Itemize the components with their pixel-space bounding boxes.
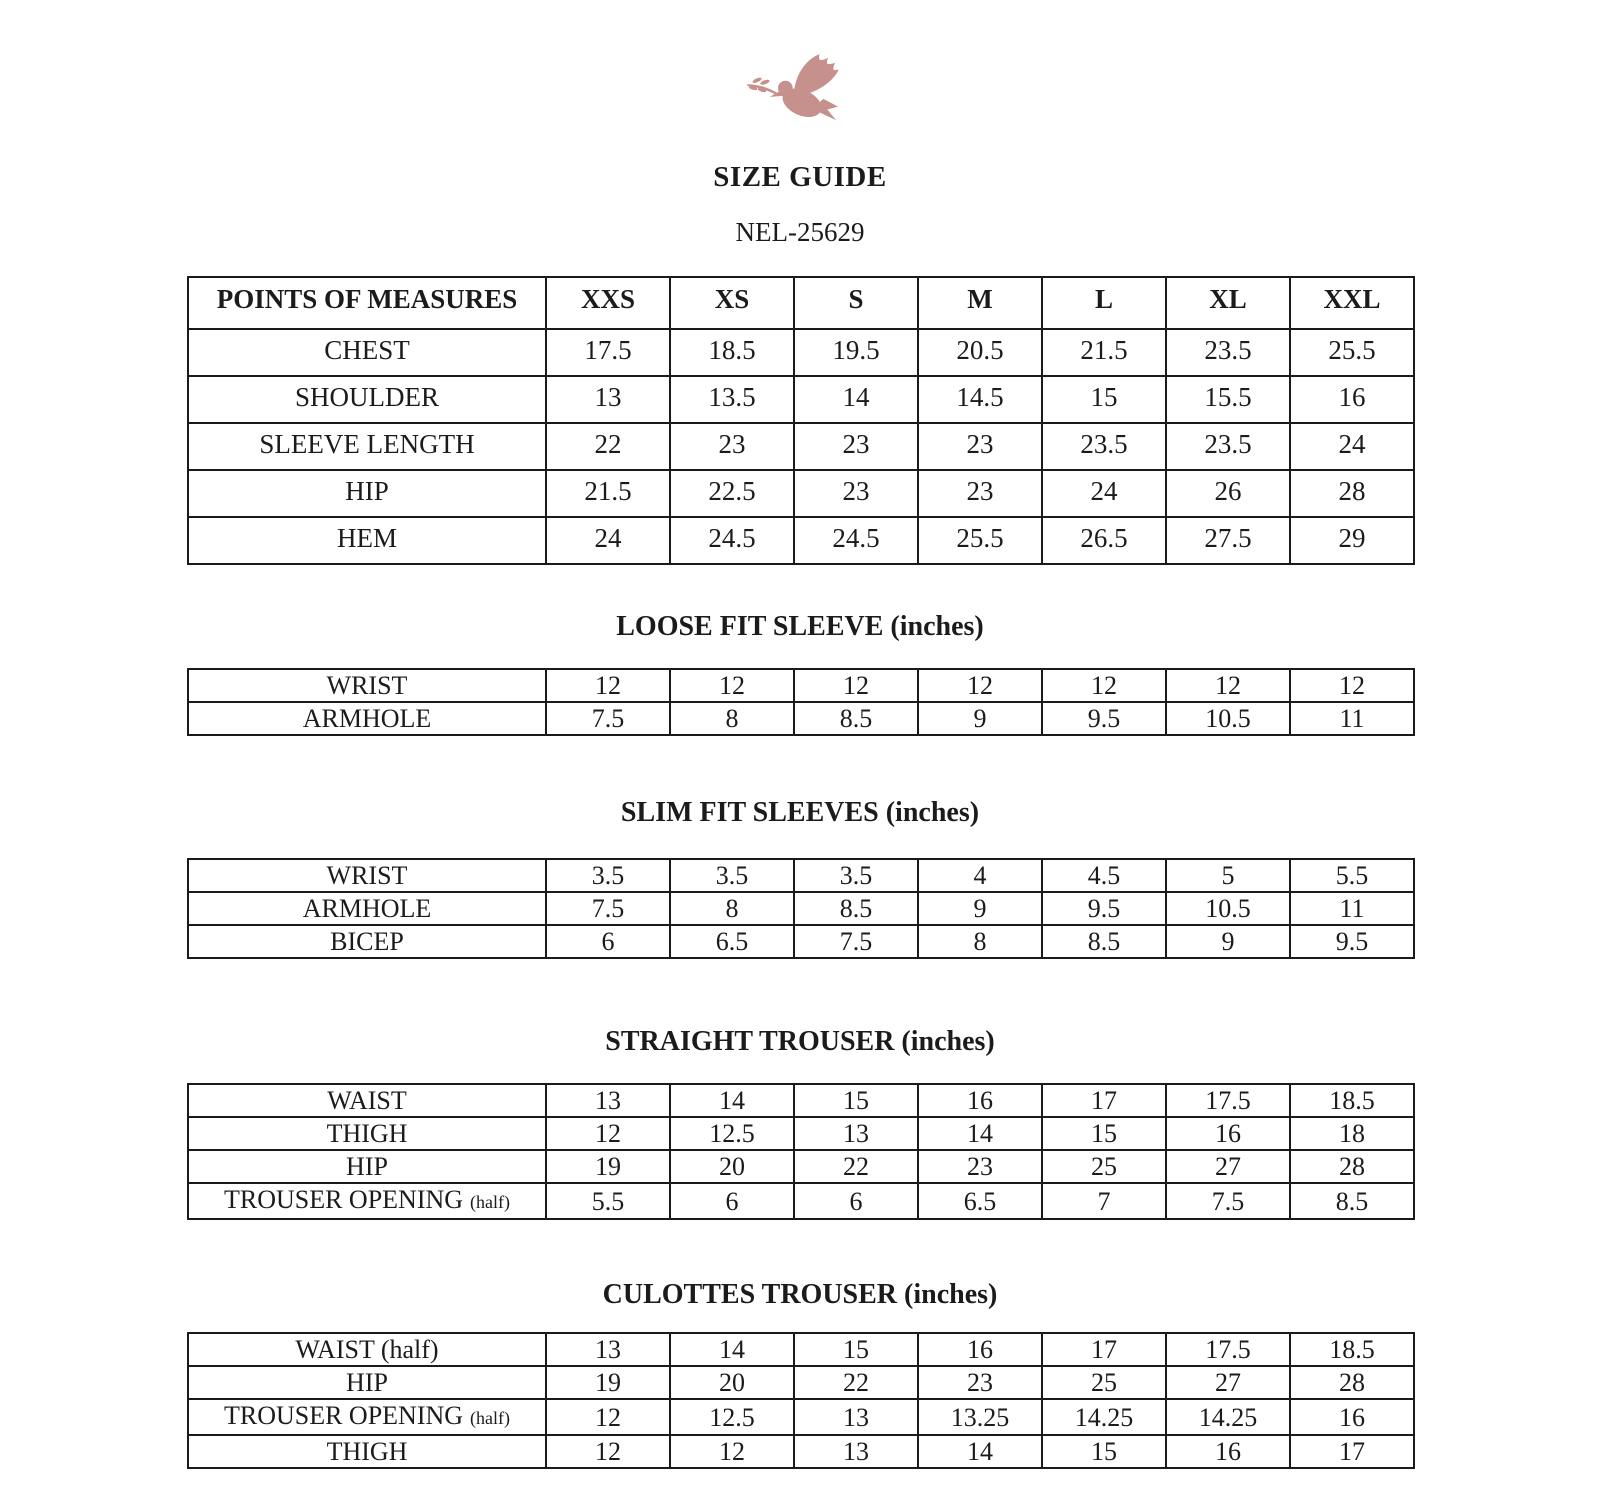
measure-cell: 18 xyxy=(1290,1117,1414,1150)
measure-cell: 24 xyxy=(546,517,670,564)
measure-cell: 9 xyxy=(918,892,1042,925)
measure-cell: 8 xyxy=(918,925,1042,958)
measure-cell: 5.5 xyxy=(546,1183,670,1219)
measure-cell: 25.5 xyxy=(1290,329,1414,376)
measure-cell: 8 xyxy=(670,892,794,925)
measure-cell: 21.5 xyxy=(546,470,670,517)
measure-cell: 3.5 xyxy=(794,859,918,892)
measure-cell: 10.5 xyxy=(1166,702,1290,735)
measure-cell: 8.5 xyxy=(794,892,918,925)
table-row xyxy=(188,1333,1414,1366)
size-col-header-s: S xyxy=(794,277,918,329)
measure-cell: 9.5 xyxy=(1042,702,1166,735)
measure-cell: 15 xyxy=(1042,376,1166,423)
culottes-trouser-table xyxy=(187,1332,1415,1469)
row-label-text: SLEEVE LENGTH xyxy=(259,429,475,459)
row-label-suffix: (half) xyxy=(470,1192,511,1212)
measure-cell: 12 xyxy=(546,1435,670,1468)
row-label xyxy=(188,892,546,925)
measure-cell: 8.5 xyxy=(794,702,918,735)
measure-cell: 6 xyxy=(670,1183,794,1219)
page-title: SIZE GUIDE xyxy=(713,161,887,193)
measure-cell: 22 xyxy=(794,1366,918,1399)
row-label-text: THIGH xyxy=(326,1119,408,1148)
size-col-header-l: L xyxy=(1042,277,1166,329)
measure-cell: 8.5 xyxy=(1042,925,1166,958)
table-row xyxy=(188,702,1414,735)
measure-cell: 18.5 xyxy=(1290,1333,1414,1366)
row-label-text: WAIST xyxy=(327,1086,407,1115)
measure-cell: 12 xyxy=(794,669,918,702)
measure-cell: 25.5 xyxy=(918,517,1042,564)
measure-cell: 24 xyxy=(1042,470,1166,517)
size-col-header-xl: XL xyxy=(1166,277,1290,329)
measure-cell: 14 xyxy=(794,376,918,423)
measure-cell: 12.5 xyxy=(670,1117,794,1150)
measure-cell: 11 xyxy=(1290,702,1414,735)
measure-cell: 23.5 xyxy=(1042,423,1166,470)
measure-cell: 5 xyxy=(1166,859,1290,892)
measure-cell: 24.5 xyxy=(670,517,794,564)
measure-cell: 7.5 xyxy=(546,702,670,735)
straight-trouser-table xyxy=(187,1083,1415,1220)
measure-cell: 13 xyxy=(794,1117,918,1150)
section-straight-trouser xyxy=(0,1025,1600,1220)
measure-cell: 7.5 xyxy=(794,925,918,958)
row-label-text: HIP xyxy=(345,476,389,506)
table-row xyxy=(188,1084,1414,1117)
row-label xyxy=(188,1183,546,1219)
row-label xyxy=(188,1084,546,1117)
section-title-culottes-trouser: CULOTTES TROUSER (inches) xyxy=(602,1279,998,1310)
measure-cell: 17.5 xyxy=(546,329,670,376)
measure-cell: 23 xyxy=(918,1366,1042,1399)
measure-cell: 14 xyxy=(670,1084,794,1117)
measure-cell: 10.5 xyxy=(1166,892,1290,925)
row-label xyxy=(188,1150,546,1183)
dove-icon xyxy=(741,52,859,132)
measure-cell: 7.5 xyxy=(1166,1183,1290,1219)
measure-cell: 13 xyxy=(546,1333,670,1366)
measure-cell: 15 xyxy=(1042,1435,1166,1468)
measure-cell: 22.5 xyxy=(670,470,794,517)
row-label xyxy=(188,1117,546,1150)
measure-cell: 3.5 xyxy=(546,859,670,892)
measure-cell: 12 xyxy=(1042,669,1166,702)
row-label xyxy=(188,376,546,423)
measure-cell: 23 xyxy=(670,423,794,470)
measure-cell: 23 xyxy=(918,423,1042,470)
measure-cell: 23 xyxy=(794,423,918,470)
table-row xyxy=(188,329,1414,376)
measure-cell: 9.5 xyxy=(1042,892,1166,925)
measure-cell: 6.5 xyxy=(670,925,794,958)
points-of-measures-table xyxy=(187,276,1415,565)
measure-cell: 17.5 xyxy=(1166,1333,1290,1366)
measure-cell: 4.5 xyxy=(1042,859,1166,892)
section-loose-fit-sleeve xyxy=(0,610,1600,736)
measure-cell: 12 xyxy=(918,669,1042,702)
measure-cell: 26 xyxy=(1166,470,1290,517)
row-label-text: TROUSER OPENING xyxy=(223,1401,464,1430)
measure-cell: 14.25 xyxy=(1166,1399,1290,1435)
measure-cell: 14 xyxy=(918,1117,1042,1150)
measure-cell: 23 xyxy=(918,1150,1042,1183)
measure-cell: 4 xyxy=(918,859,1042,892)
row-label xyxy=(188,517,546,564)
table-row xyxy=(188,517,1414,564)
size-col-header-xxl: XXL xyxy=(1290,277,1414,329)
measure-cell: 23.5 xyxy=(1166,329,1290,376)
measure-cell: 22 xyxy=(794,1150,918,1183)
measure-cell: 13.5 xyxy=(670,376,794,423)
measure-cell: 25 xyxy=(1042,1366,1166,1399)
measure-cell: 12 xyxy=(670,669,794,702)
measure-cell: 29 xyxy=(1290,517,1414,564)
measure-cell: 28 xyxy=(1290,470,1414,517)
measure-cell: 21.5 xyxy=(1042,329,1166,376)
section-slim-fit-sleeves xyxy=(0,796,1600,959)
table-row xyxy=(188,376,1414,423)
measure-cell: 25 xyxy=(1042,1150,1166,1183)
measure-cell: 12.5 xyxy=(670,1399,794,1435)
measure-cell: 8 xyxy=(670,702,794,735)
row-label xyxy=(188,669,546,702)
measure-cell: 19.5 xyxy=(794,329,918,376)
table-row xyxy=(188,1150,1414,1183)
row-label xyxy=(188,1435,546,1468)
measure-cell: 14 xyxy=(918,1435,1042,1468)
measure-cell: 12 xyxy=(546,1117,670,1150)
table-row xyxy=(188,859,1414,892)
measure-cell: 13 xyxy=(794,1399,918,1435)
loose-fit-sleeve-table xyxy=(187,668,1415,736)
measure-cell: 12 xyxy=(1166,669,1290,702)
slim-fit-sleeves-table xyxy=(187,858,1415,959)
measure-cell: 14.5 xyxy=(918,376,1042,423)
measure-cell: 27.5 xyxy=(1166,517,1290,564)
measure-cell: 20 xyxy=(670,1366,794,1399)
measure-cell: 27 xyxy=(1166,1366,1290,1399)
measure-cell: 13 xyxy=(794,1435,918,1468)
measure-cell: 19 xyxy=(546,1366,670,1399)
measure-cell: 16 xyxy=(1166,1435,1290,1468)
measure-cell: 22 xyxy=(546,423,670,470)
size-col-header-m: M xyxy=(918,277,1042,329)
measure-cell: 20.5 xyxy=(918,329,1042,376)
measure-cell: 13.25 xyxy=(918,1399,1042,1435)
header-row xyxy=(188,277,1414,329)
measure-cell: 15 xyxy=(794,1084,918,1117)
row-label-text: WAIST (half) xyxy=(295,1335,439,1364)
measure-cell: 23 xyxy=(918,470,1042,517)
row-label-text: BICEP xyxy=(330,927,404,956)
table-row xyxy=(188,925,1414,958)
measure-cell: 17 xyxy=(1042,1084,1166,1117)
table-row xyxy=(188,1366,1414,1399)
measure-cell: 16 xyxy=(1290,376,1414,423)
points-of-measures-header: POINTS OF MEASURES xyxy=(188,277,546,329)
table-row xyxy=(188,1183,1414,1219)
row-label-text: CHEST xyxy=(324,335,410,365)
measure-cell: 16 xyxy=(918,1333,1042,1366)
row-label-text: WRIST xyxy=(326,671,408,700)
table-row xyxy=(188,1435,1414,1468)
measure-cell: 14 xyxy=(670,1333,794,1366)
measure-cell: 8.5 xyxy=(1290,1183,1414,1219)
measure-cell: 17 xyxy=(1290,1435,1414,1468)
measure-cell: 15 xyxy=(794,1333,918,1366)
row-label-text: HIP xyxy=(346,1368,388,1397)
measure-cell: 13 xyxy=(546,1084,670,1117)
measure-cell: 24.5 xyxy=(794,517,918,564)
row-label-text: HIP xyxy=(346,1152,388,1181)
row-label xyxy=(188,1399,546,1435)
measure-cell: 23 xyxy=(794,470,918,517)
row-label xyxy=(188,470,546,517)
measure-cell: 12 xyxy=(546,1399,670,1435)
measure-cell: 9.5 xyxy=(1290,925,1414,958)
measure-cell: 18.5 xyxy=(1290,1084,1414,1117)
measure-cell: 16 xyxy=(918,1084,1042,1117)
table-row xyxy=(188,423,1414,470)
row-label-text: THIGH xyxy=(326,1437,408,1466)
row-label xyxy=(188,925,546,958)
measure-cell: 16 xyxy=(1166,1117,1290,1150)
measure-cell: 7.5 xyxy=(546,892,670,925)
table-row xyxy=(188,1117,1414,1150)
table-row xyxy=(188,669,1414,702)
measure-cell: 11 xyxy=(1290,892,1414,925)
row-label xyxy=(188,1333,546,1366)
measure-cell: 17 xyxy=(1042,1333,1166,1366)
measure-cell: 6.5 xyxy=(918,1183,1042,1219)
section-culottes-trouser xyxy=(0,1278,1600,1469)
measure-cell: 9 xyxy=(918,702,1042,735)
row-label-text: HEM xyxy=(337,523,397,553)
row-label xyxy=(188,423,546,470)
row-label-text: WRIST xyxy=(326,861,408,890)
measure-cell: 28 xyxy=(1290,1366,1414,1399)
row-label xyxy=(188,329,546,376)
measure-cell: 15 xyxy=(1042,1117,1166,1150)
measure-cell: 27 xyxy=(1166,1150,1290,1183)
row-label-text: TROUSER OPENING xyxy=(223,1185,464,1214)
section-title-loose-fit-sleeve: LOOSE FIT SLEEVE (inches) xyxy=(616,611,984,642)
measure-cell: 12 xyxy=(670,1435,794,1468)
row-label-text: ARMHOLE xyxy=(302,704,432,733)
measure-cell: 24 xyxy=(1290,423,1414,470)
measure-cell: 20 xyxy=(670,1150,794,1183)
size-col-header-xs: XS xyxy=(670,277,794,329)
measure-cell: 7 xyxy=(1042,1183,1166,1219)
measure-cell: 6 xyxy=(794,1183,918,1219)
measure-cell: 15.5 xyxy=(1166,376,1290,423)
row-label xyxy=(188,859,546,892)
product-code: NEL-25629 xyxy=(735,217,865,247)
measure-cell: 6 xyxy=(546,925,670,958)
measure-cell: 12 xyxy=(546,669,670,702)
measure-cell: 3.5 xyxy=(670,859,794,892)
measure-cell: 9 xyxy=(1166,925,1290,958)
row-label xyxy=(188,1366,546,1399)
row-label xyxy=(188,702,546,735)
row-label-text: SHOULDER xyxy=(294,382,439,412)
measure-cell: 19 xyxy=(546,1150,670,1183)
section-title-slim-fit-sleeves: SLIM FIT SLEEVES (inches) xyxy=(620,797,980,828)
brand-logo xyxy=(0,0,1600,132)
measure-cell: 23.5 xyxy=(1166,423,1290,470)
measure-cell: 26.5 xyxy=(1042,517,1166,564)
table-row xyxy=(188,1399,1414,1435)
measure-cell: 5.5 xyxy=(1290,859,1414,892)
section-title-straight-trouser: STRAIGHT TROUSER (inches) xyxy=(605,1026,995,1057)
measure-cell: 12 xyxy=(1290,669,1414,702)
measure-cell: 17.5 xyxy=(1166,1084,1290,1117)
table-row xyxy=(188,892,1414,925)
row-label-text: ARMHOLE xyxy=(302,894,432,923)
measure-cell: 16 xyxy=(1290,1399,1414,1435)
measure-cell: 14.25 xyxy=(1042,1399,1166,1435)
measure-cell: 18.5 xyxy=(670,329,794,376)
size-col-header-xxs: XXS xyxy=(546,277,670,329)
measure-cell: 13 xyxy=(546,376,670,423)
row-label-suffix: (half) xyxy=(470,1408,511,1428)
table-row xyxy=(188,470,1414,517)
measure-cell: 28 xyxy=(1290,1150,1414,1183)
